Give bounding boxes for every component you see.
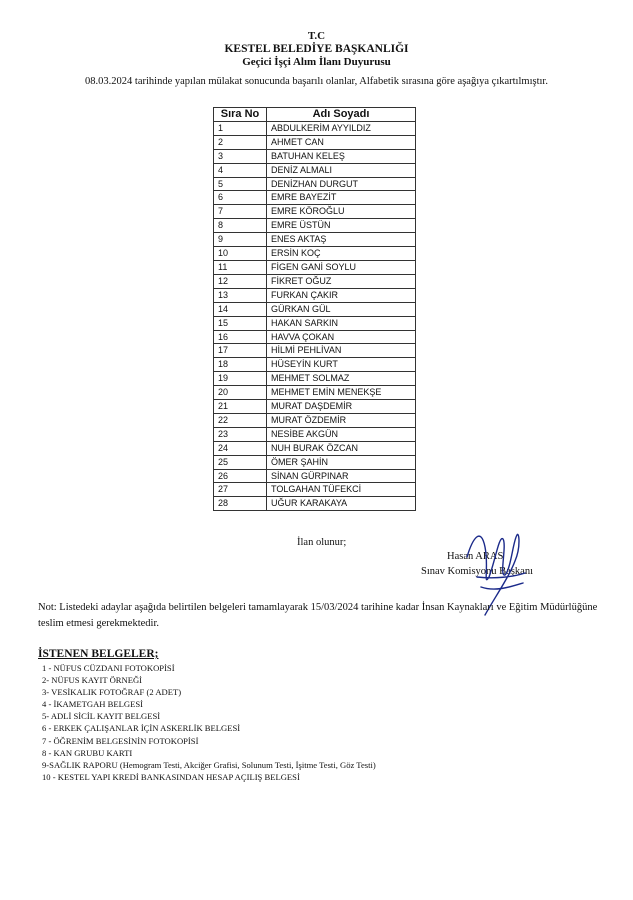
row-number: 14 (214, 302, 267, 316)
table-row (214, 469, 416, 483)
candidate-name: SİNAN GÜRPINAR (267, 469, 416, 483)
document-item: 9-SAĞLIK RAPORU (Hemogram Testi, Akciğer Grafisi, Solunum Testi, İşitme Testi, Göz Testi) (42, 759, 376, 770)
candidate-name: ENES AKTAŞ (267, 233, 416, 247)
row-number: 21 (214, 400, 267, 414)
candidate-name: ABDULKERİM AYYILDIZ (267, 121, 416, 135)
row-number: 7 (214, 205, 267, 219)
table-row (214, 260, 416, 274)
table-row (214, 288, 416, 302)
signer-title: Sınav Komisyonu Başkanı (421, 566, 533, 577)
row-number: 4 (214, 163, 267, 177)
row-number: 17 (214, 344, 267, 358)
table-row (214, 344, 416, 358)
table-row (214, 163, 416, 177)
municipality-name: KESTEL BELEDİYE BAŞKANLIĞI (224, 43, 409, 55)
document-item: 10 - KESTEL YAPI KREDİ BANKASINDAN HESAP AÇILIŞ BELGESİ (42, 771, 300, 782)
table-row (214, 177, 416, 191)
candidate-name: NUH BURAK ÖZCAN (267, 441, 416, 455)
document-item: 3- VESİKALIK FOTOĞRAF (2 ADET) (42, 687, 182, 698)
candidate-name: FİGEN GANİ SOYLU (267, 260, 416, 274)
document-item: 8 - KAN GRUBU KARTI (42, 747, 133, 758)
table-row (214, 121, 416, 135)
candidate-name: MEHMET SOLMAZ (267, 372, 416, 386)
row-number: 5 (214, 177, 267, 191)
candidate-name: FİKRET OĞUZ (267, 274, 416, 288)
row-number: 6 (214, 191, 267, 205)
candidate-name: HAVVA ÇOKAN (267, 330, 416, 344)
row-number: 22 (214, 413, 267, 427)
document-item: 1 - NÜFUS CÜZDANI FOTOKOPİSİ (42, 663, 175, 673)
candidate-name: ÖMER ŞAHİN (267, 455, 416, 469)
header-tc: T.C (307, 30, 326, 42)
row-number: 24 (214, 441, 267, 455)
table-row (214, 233, 416, 247)
candidate-name: HİLMİ PEHLİVAN (267, 344, 416, 358)
candidate-name: DENİZ ALMALI (267, 163, 416, 177)
row-number: 13 (214, 288, 267, 302)
table-row (214, 497, 416, 511)
candidates-table (213, 107, 416, 511)
row-number: 3 (214, 149, 267, 163)
candidate-name: DENİZHAN DURGUT (267, 177, 416, 191)
table-row (214, 135, 416, 149)
table-row (214, 330, 416, 344)
table-row (214, 427, 416, 441)
table-row (214, 149, 416, 163)
table-row (214, 219, 416, 233)
row-number: 12 (214, 274, 267, 288)
candidate-name: HAKAN SARKIN (267, 316, 416, 330)
candidate-name: BATUHAN KELEŞ (267, 149, 416, 163)
candidate-name: GÜRKAN GÜL (267, 302, 416, 316)
row-number: 11 (214, 260, 267, 274)
table-row (214, 247, 416, 261)
table-row (214, 455, 416, 469)
candidate-name: EMRE BAYEZİT (267, 191, 416, 205)
documents-title: İSTENEN BELGELER; (38, 648, 159, 660)
note-text: Not: Listedeki adaylar aşağıda belirtilen belgeleri tamamlayarak 15/03/2024 tarihine kadar İnsan Kaynakları ve Eğitim Müdürlüğüne teslim etmesi gerekmektedir. (38, 602, 598, 629)
document-item: 7 - ÖĞRENİM BELGESİNİN FOTOKOPİSİ (42, 735, 199, 746)
row-number: 25 (214, 455, 267, 469)
candidate-name: AHMET CAN (267, 135, 416, 149)
candidate-name: HÜSEYİN KURT (267, 358, 416, 372)
table-header-row (214, 108, 416, 122)
row-number: 18 (214, 358, 267, 372)
row-number: 15 (214, 316, 267, 330)
row-number: 19 (214, 372, 267, 386)
candidate-name: EMRE ÜSTÜN (267, 219, 416, 233)
row-number: 23 (214, 427, 267, 441)
table-row (214, 302, 416, 316)
column-header-sira-no: Sıra No (214, 108, 267, 122)
documents-list (42, 662, 376, 783)
row-number: 16 (214, 330, 267, 344)
candidate-name: EMRE KÖROĞLU (267, 205, 416, 219)
row-number: 8 (214, 219, 267, 233)
table-row (214, 274, 416, 288)
table-row (214, 386, 416, 400)
row-number: 2 (214, 135, 267, 149)
table-row (214, 413, 416, 427)
row-number: 27 (214, 483, 267, 497)
candidate-name: MEHMET EMİN MENEKŞE (267, 386, 416, 400)
candidate-name: MURAT DAŞDEMİR (267, 400, 416, 414)
table-row (214, 191, 416, 205)
document-item: 5- ADLİ SİCİL KAYIT BELGESİ (42, 711, 161, 722)
signer-name: Hasan ARAS (447, 551, 504, 562)
candidate-name: TOLGAHAN TÜFEKCİ (267, 483, 416, 497)
intro-text: 08.03.2024 tarihinde yapılan mülakat sonucunda başarılı olanlar, Alfabetik sırasına göre aşağıya çıkartılmıştır. (85, 76, 548, 87)
table-row (214, 316, 416, 330)
document-item: 6 - ERKEK ÇALIŞANLAR İÇİN ASKERLİK BELGESİ (42, 723, 241, 734)
row-number: 10 (214, 247, 267, 261)
row-number: 26 (214, 469, 267, 483)
candidate-name: MURAT ÖZDEMİR (267, 413, 416, 427)
table-row (214, 441, 416, 455)
table-row (214, 205, 416, 219)
document-item: 4 - İKAMETGAH BELGESİ (42, 699, 143, 710)
row-number: 28 (214, 497, 267, 511)
table-row (214, 358, 416, 372)
row-number: 9 (214, 233, 267, 247)
candidate-name: UĞUR KARAKAYA (267, 497, 416, 511)
candidate-name: ERSİN KOÇ (267, 247, 416, 261)
candidate-name: FURKAN ÇAKIR (267, 288, 416, 302)
table-row (214, 372, 416, 386)
column-header-adi-soyadi: Adı Soyadı (267, 108, 416, 122)
document-item: 2- NÜFUS KAYIT ÖRNEĞİ (42, 675, 143, 686)
row-number: 20 (214, 386, 267, 400)
announcement-title: Geçici İşçi Alım İlanı Duyurusu (242, 56, 391, 68)
ilan-olunur-text: İlan olunur; (297, 537, 347, 548)
row-number: 1 (214, 121, 267, 135)
candidate-name: NESİBE AKGÜN (267, 427, 416, 441)
table-row (214, 400, 416, 414)
table-body (214, 121, 416, 510)
table-row (214, 483, 416, 497)
